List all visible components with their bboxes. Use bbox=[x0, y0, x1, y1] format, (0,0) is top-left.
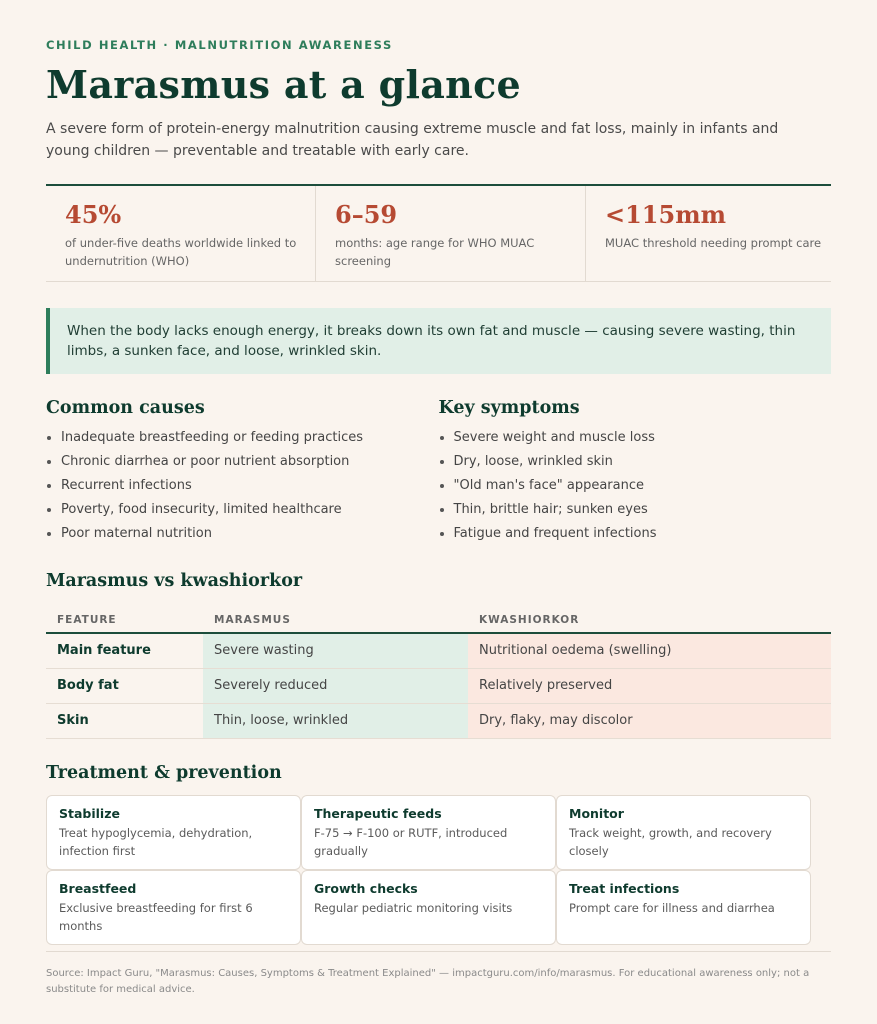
list-item: Inadequate breastfeeding or feeding practices bbox=[46, 426, 439, 450]
table-header-row bbox=[46, 607, 831, 633]
stat-value: <115mm bbox=[605, 200, 726, 229]
treatment-card-growth-checks bbox=[301, 870, 556, 945]
table-row bbox=[46, 633, 831, 668]
table-cell: Nutritional oedema (swelling) bbox=[468, 633, 831, 668]
column-header: MARASMUS bbox=[203, 607, 468, 633]
treatment-card-monitor bbox=[556, 795, 811, 870]
card-title: Therapeutic feeds bbox=[314, 805, 442, 821]
list-item: Thin, brittle hair; sunken eyes bbox=[439, 498, 832, 522]
stat-value: 45% bbox=[65, 200, 122, 229]
stat-muac bbox=[586, 186, 855, 281]
treatment-card-treat-infections bbox=[556, 870, 811, 945]
symptoms-list bbox=[439, 426, 832, 546]
eyebrow: CHILD HEALTH · MALNUTRITION AWARENESS bbox=[46, 38, 393, 52]
treatment-card-stabilize bbox=[46, 795, 301, 870]
stats-row bbox=[46, 184, 831, 282]
card-text: F-75 → F-100 or RUTF, introduced gradually bbox=[314, 825, 508, 858]
treatment-cards bbox=[46, 795, 831, 945]
table-cell: Severely reduced bbox=[203, 668, 468, 703]
card-text: Track weight, growth, and recovery closely bbox=[569, 825, 772, 858]
table-cell: Main feature bbox=[46, 633, 203, 668]
card-text: Prompt care for illness and diarrhea bbox=[569, 900, 775, 915]
table-cell: Thin, loose, wrinkled bbox=[203, 703, 468, 738]
list-item: Chronic diarrhea or poor nutrient absorption bbox=[46, 450, 439, 474]
list-item: Poverty, food insecurity, limited healthcare bbox=[46, 498, 439, 522]
causes-list bbox=[46, 426, 439, 546]
card-title: Growth checks bbox=[314, 880, 418, 896]
table-cell: Body fat bbox=[46, 668, 203, 703]
callout: When the body lacks enough energy, it breaks down its own fat and muscle — causing severe wasting, thin limbs, a sunken face, and loose, wrinkled skin. bbox=[46, 308, 831, 374]
symptoms-heading: Key symptoms bbox=[438, 398, 580, 418]
table-row bbox=[46, 668, 831, 703]
treatment-card-therapeutic-feeds bbox=[301, 795, 556, 870]
stat-label: MUAC threshold needing prompt care bbox=[605, 236, 822, 250]
causes-column bbox=[46, 396, 439, 546]
table-cell: Skin bbox=[46, 703, 203, 738]
stat-deaths bbox=[46, 186, 316, 281]
page-title: Marasmus at a glance bbox=[46, 62, 522, 107]
card-title: Treat infections bbox=[569, 880, 680, 896]
page-subtitle: A severe form of protein-energy malnutrition causing extreme muscle and fat loss, mainly in infants and young children — preventable and treatable with early care. bbox=[46, 121, 779, 159]
card-text: Treat hypoglycemia, dehydration, infection first bbox=[59, 825, 253, 858]
list-item: Poor maternal nutrition bbox=[46, 522, 439, 546]
stat-value: 6–59 bbox=[335, 200, 398, 229]
causes-symptoms bbox=[46, 396, 831, 546]
stat-label: of under-five deaths worldwide linked to undernutrition (WHO) bbox=[65, 236, 297, 268]
list-item: Severe weight and muscle loss bbox=[439, 426, 832, 450]
table-row bbox=[46, 703, 831, 738]
comparison-table bbox=[46, 607, 831, 739]
comparison-heading: Marasmus vs kwashiorkor bbox=[46, 571, 303, 591]
causes-heading: Common causes bbox=[46, 398, 205, 418]
source-footer: Source: Impact Guru, "Marasmus: Causes, Symptoms & Treatment Explained" — impactguru.com/info/marasmus. For educational awareness only; not a substitute for medical advice. bbox=[46, 951, 831, 998]
table-cell: Relatively preserved bbox=[468, 668, 831, 703]
list-item: Fatigue and frequent infections bbox=[439, 522, 832, 546]
stat-age-range bbox=[316, 186, 586, 281]
card-title: Breastfeed bbox=[59, 880, 137, 896]
column-header: FEATURE bbox=[46, 607, 203, 633]
card-title: Stabilize bbox=[59, 805, 120, 821]
table-cell: Severe wasting bbox=[203, 633, 468, 668]
stat-label: months: age range for WHO MUAC screening bbox=[335, 236, 535, 268]
list-item: "Old man's face" appearance bbox=[439, 474, 832, 498]
list-item: Recurrent infections bbox=[46, 474, 439, 498]
treatment-card-breastfeed bbox=[46, 870, 301, 945]
list-item: Dry, loose, wrinkled skin bbox=[439, 450, 832, 474]
card-title: Monitor bbox=[569, 805, 624, 821]
column-header: KWASHIORKOR bbox=[468, 607, 831, 633]
card-text: Exclusive breastfeeding for first 6 months bbox=[59, 900, 253, 933]
treatment-heading: Treatment & prevention bbox=[46, 762, 282, 783]
card-text: Regular pediatric monitoring visits bbox=[314, 900, 513, 915]
symptoms-column bbox=[439, 396, 832, 546]
table-cell: Dry, flaky, may discolor bbox=[468, 703, 831, 738]
